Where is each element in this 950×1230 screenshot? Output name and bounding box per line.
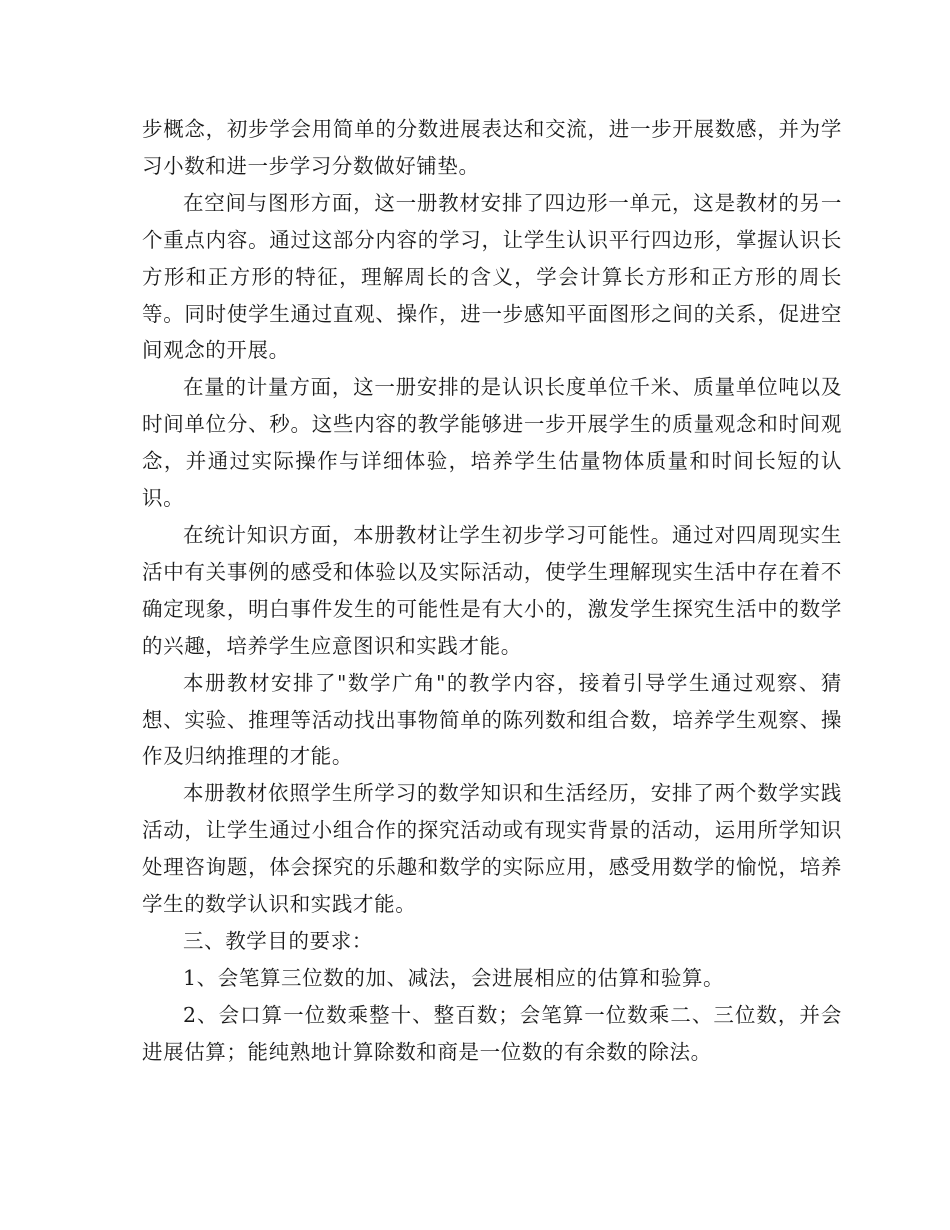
paragraph-continued: 步概念，初步学会用简单的分数进展表达和交流，进一步开展数感，并为学习小数和进一步学习分数做好铺垫。 bbox=[142, 117, 842, 178]
paragraph-math-corner: 本册教材安排了"数学广角"的教学内容，接着引导学生通过观察、猜想、实验、推理等活动找出事物简单的陈列数和组合数，培养学生观察、操作及归纳推理的才能。 bbox=[142, 670, 842, 769]
objective-item-1: 1、会笔算三位数的加、减法，会进展相应的估算和验算。 bbox=[183, 965, 725, 990]
paragraph-space-and-shapes: 在空间与图形方面，这一册教材安排了四边形一单元，这是教材的另一个重点内容。通过这部分内容的学习，让学生认识平行四边形，掌握认识长方形和正方形的特征，理解周长的含义，学会计算长方形和正方形的周长等。同时使学生通过直观、操作，进一步感知平面图形之间的关系，促进空间观念的开展。 bbox=[142, 190, 842, 363]
objective-item-2: 2、会口算一位数乘整十、整百数；会笔算一位数乘二、三位数，并会进展估算；能纯熟地计算除数和商是一位数的有余数的除法。 bbox=[142, 1002, 842, 1064]
paragraph-practice-activities: 本册教材依照学生所学习的数学知识和生活经历，安排了两个数学实践活动，让学生通过小组合作的探究活动或有现实背景的活动，运用所学知识处理咨询题，体会探究的乐趣和数学的实际应用，感受用数学的愉悦，培养学生的数学认识和实践才能。 bbox=[142, 781, 842, 917]
section-heading-objectives: 三、教学目的要求： bbox=[183, 928, 373, 953]
paragraph-statistics: 在统计知识方面，本册教材让学生初步学习可能性。通过对四周现实生活中有关事例的感受和体验以及实际活动，使学生理解现实生活中存在着不确定现象，明白事件发生的可能性是有大小的，激发学生探究生活中的数学的兴趣，培养学生应意图识和实践才能。 bbox=[142, 522, 842, 658]
paragraph-measurement: 在量的计量方面，这一册安排的是认识长度单位千米、质量单位吨以及时间单位分、秒。这些内容的教学能够进一步开展学生的质量观念和时间观念，并通过实际操作与详细体验，培养学生估量物体质量和时间长短的认识。 bbox=[142, 375, 842, 511]
document-body bbox=[142, 111, 842, 1071]
